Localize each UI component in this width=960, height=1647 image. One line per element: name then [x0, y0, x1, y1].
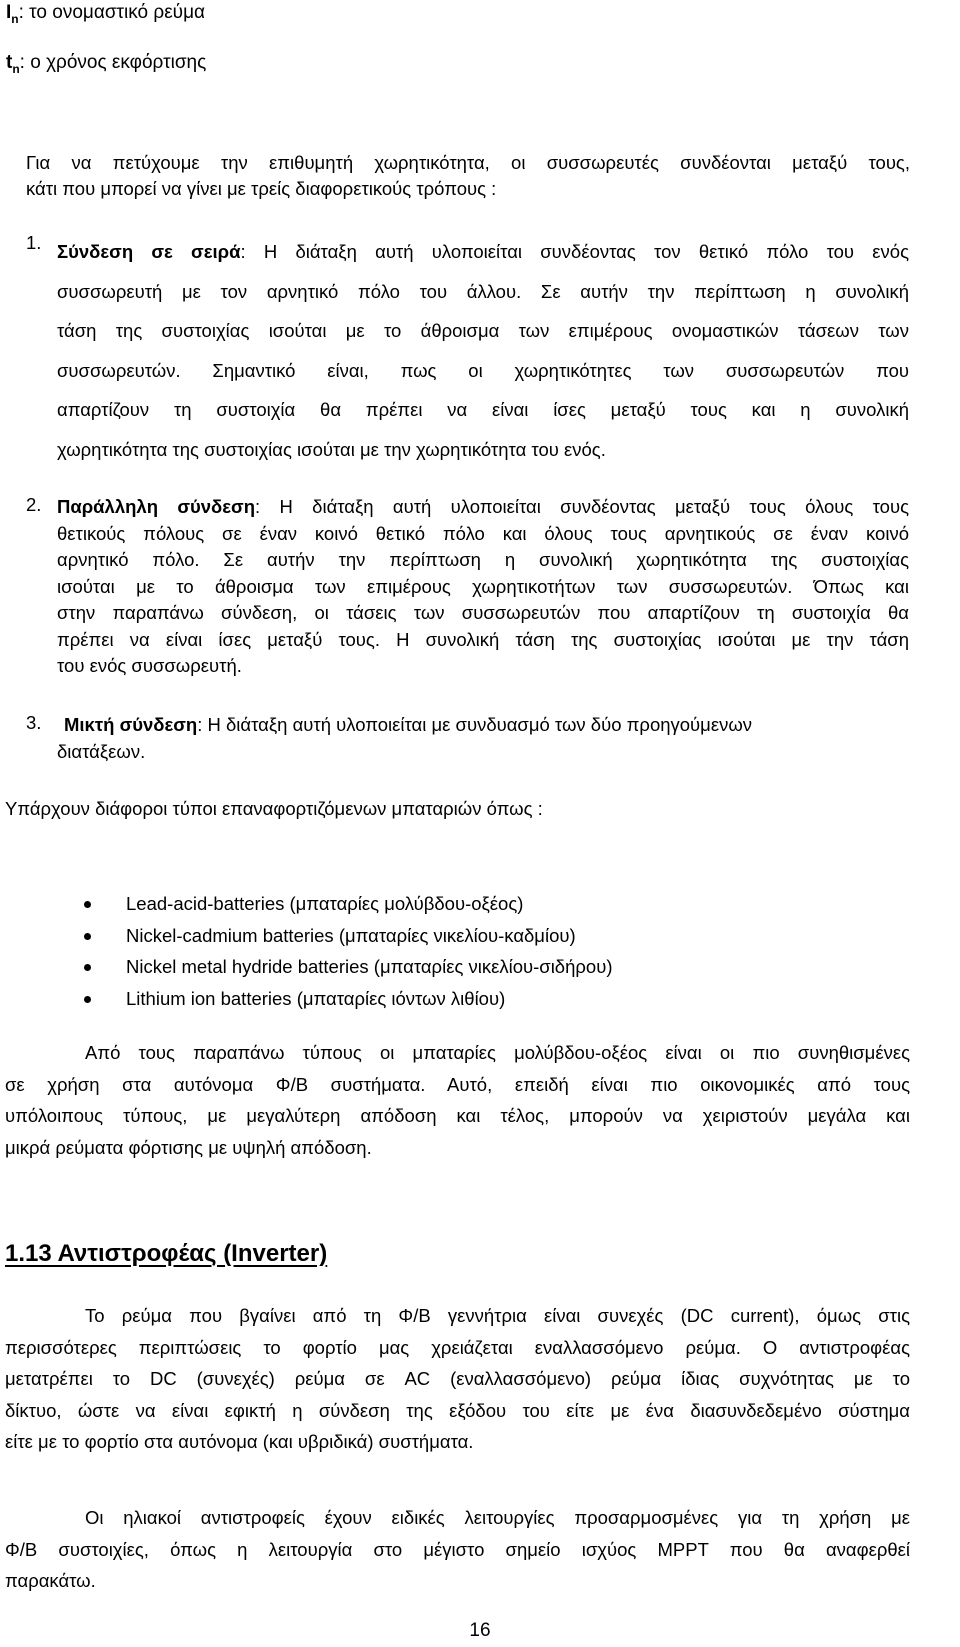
symbol: t — [6, 52, 13, 73]
text-line: Από τους παραπάνω τύπους οι μπαταρίες μολύβδου-οξέος είναι οι πιο συνηθισμένες — [85, 1042, 910, 1063]
list-number: 3. — [26, 712, 42, 733]
text-line: μετατρέπει το DC (συνεχές) ρεύμα σε AC (εναλλασσόμενο) ρεύμα ίδιας συχνότητας με το — [5, 1368, 910, 1389]
definition-current — [6, 2, 205, 26]
list-number: 1. — [26, 232, 42, 253]
text-line: σε χρήση στα αυτόνομα Φ/Β συστήματα. Αυτό, επειδή είναι πιο οικονομικές από τους — [5, 1073, 910, 1095]
method-title: Σύνδεση σε σειρά — [57, 241, 241, 262]
text-line: διατάξεων. — [57, 740, 146, 762]
text-line: συσσωρευτή με τον αρνητικό πόλο του άλλου. Σε αυτήν την περίπτωση η συνολική — [57, 280, 909, 302]
inverter-paragraph-1 — [5, 1300, 910, 1458]
text-line: ισούται με το άθροισμα των επιμέρους χωρητικοτήτων των συσσωρευτών. Όπως και — [57, 575, 909, 597]
method-title: Παράλληλη σύνδεση — [57, 496, 256, 517]
battery-intro: Υπάρχουν διάφοροι τύποι επαναφορτιζόμενων μπαταριών όπως : — [5, 798, 543, 819]
text-line: του ενός συσσωρευτή. — [57, 655, 242, 676]
bullet-icon — [84, 964, 91, 971]
subscript: n — [11, 11, 19, 26]
symbol: I — [6, 2, 12, 23]
definition-time — [6, 52, 206, 76]
text-line: είτε με το φορτίο στα αυτόνομα (και υβριδικά) συστήματα. — [5, 1431, 474, 1452]
subscript: n — [12, 61, 20, 76]
intro-paragraph — [26, 150, 910, 176]
text-line: χωρητικότητα της συστοιχίας ισούται με την χωρητικότητα του ενός. — [57, 438, 606, 460]
section-heading: 1.13 Αντιστροφέας (Inverter) — [5, 1240, 328, 1267]
text-line: στην παραπάνω σύνδεση, οι τάσεις των συσσωρευτών που απαρτίζουν τη συστοιχία θα — [57, 602, 909, 623]
definition-text: : το ονομαστικό ρεύμα — [18, 2, 205, 23]
text-line: θετικούς πόλους σε έναν κοινό θετικό πόλο και όλους τους αρνητικούς σε έναν κοινό — [57, 522, 909, 544]
text-line: τάση της συστοιχίας ισούται με το άθροισμα των επιμέρους ονομαστικών τάσεων των — [57, 320, 909, 341]
battery-paragraph — [5, 1037, 910, 1163]
text-line: συσσωρευτών. Σημαντικό είναι, πως οι χωρητικότητες των συσσωρευτών που — [57, 359, 909, 381]
text-line: υπόλοιπους τύπους, με μεγαλύτερη απόδοση και τέλος, μπορούν να χειριστούν μεγάλα και — [5, 1105, 910, 1126]
method-mixed: Μικτή σύνδεση: Η διάταξη αυτή υλοποιείται με συνδυασμό των δύο προηγούμενων διατάξεων. — [57, 712, 909, 765]
page-number: 16 — [469, 1620, 491, 1641]
bullet-icon — [84, 901, 91, 908]
text-line: Οι ηλιακοί αντιστροφείς έχουν ειδικές λειτουργίες προσαρμοσμένες για τη χρήση με — [85, 1507, 910, 1528]
bullet-icon — [84, 933, 91, 940]
text-line: μικρά ρεύματα φόρτισης με υψηλή απόδοση. — [5, 1136, 372, 1158]
list-item: Nickel metal hydride batteries (μπαταρίες νικελίου-σιδήρου) — [84, 951, 612, 983]
inverter-paragraph-2 — [5, 1502, 910, 1597]
text-line: κάτι που μπορεί να γίνει με τρείς διαφορετικούς τρόπους : — [26, 178, 497, 199]
list-number: 2. — [26, 494, 42, 515]
method-title: Μικτή σύνδεση — [64, 714, 198, 735]
bullet-icon — [84, 996, 91, 1003]
text-line: πρέπει να είναι ίσες μεταξύ τους. Η συνολική τάση της συστοιχίας ισούται με την τάση — [57, 628, 909, 650]
definition-text: : ο χρόνος εκφόρτισης — [19, 52, 207, 73]
text-line: περισσότερες περιπτώσεις το φορτίο μας χρειάζεται εναλλασσόμενο ρεύμα. Ο αντιστροφέας — [5, 1336, 910, 1358]
list-item: Lithium ion batteries (μπαταρίες ιόντων λιθίου) — [84, 983, 612, 1015]
text-line: δίκτυο, ώστε να είναι εφικτή η σύνδεση της εξόδου του είτε με ένα διασυνδεδεμένο σύστημα — [5, 1399, 910, 1421]
battery-type-list — [84, 888, 612, 1014]
method-series: Σύνδεση σε σειρά: Η διάταξη αυτή υλοποιείται συνδέοντας τον θετικό πόλο του ενός συσσωρευτή με τον αρνητικό πόλο του άλλου. Σε αυτήν την περίπτωση η συνολική τάση της συστοιχίας ισούται με το άθροισμα των επιμέρους ονομαστικών τάσεων των συσσωρευτών. Σημαντικό είναι, πως οι χωρητικότητες των συσσωρευτών που απαρτίζουν τη συστοιχία θα πρέπει να είναι ίσες μεταξύ τους και η συνολική χωρητικότητα της συστοιχίας ισούται με την χωρητικότητα του ενός. — [57, 232, 909, 469]
text-line: παρακάτω. — [5, 1570, 96, 1591]
text-line: απαρτίζουν τη συστοιχία θα πρέπει να είναι ίσες μεταξύ τους και η συνολική — [57, 399, 909, 420]
text-line: Για να πετύχουμε την επιθυμητή χωρητικότητα, οι συσσωρευτές συνδέονται μεταξύ τους, — [26, 152, 910, 173]
text-line: Φ/Β συστοιχίες, όπως η λειτουργία στο μέγιστο σημείο ισχύος MPPT που θα αναφερθεί — [5, 1538, 910, 1560]
text-line: Το ρεύμα που βγαίνει από τη Φ/Β γεννήτρια είναι συνεχές (DC current), όμως στις — [85, 1305, 910, 1326]
list-item: Lead-acid-batteries (μπαταρίες μολύβδου-οξέος) — [84, 888, 612, 920]
text-line: αρνητικό πόλο. Σε αυτήν την περίπτωση η συνολική χωρητικότητα της συστοιχίας — [57, 549, 909, 570]
list-item: Nickel-cadmium batteries (μπαταρίες νικελίου-καδμίου) — [84, 920, 612, 952]
method-parallel: Παράλληλη σύνδεση: Η διάταξη αυτή υλοποιείται συνδέοντας μεταξύ τους όλους τους θετικούς πόλους σε έναν κοινό θετικό πόλο και όλους τους αρνητικούς σε έναν κοινό αρνητικό πόλο. Σε αυτήν την περίπτωση η συνολική χωρητικότητα της συστοιχίας ισούται με το άθροισμα των επιμέρους χωρητικοτήτων των συσσωρευτών. Όπως και στην παραπάνω σύνδεση, οι τάσεις των συσσωρευτών που απαρτίζουν τη συστοιχία θα πρέπει να είναι ίσες μεταξύ τους. Η συνολική τάση της συστοιχίας ισούται με την τάση του ενός συσσωρευτή. — [57, 494, 909, 680]
